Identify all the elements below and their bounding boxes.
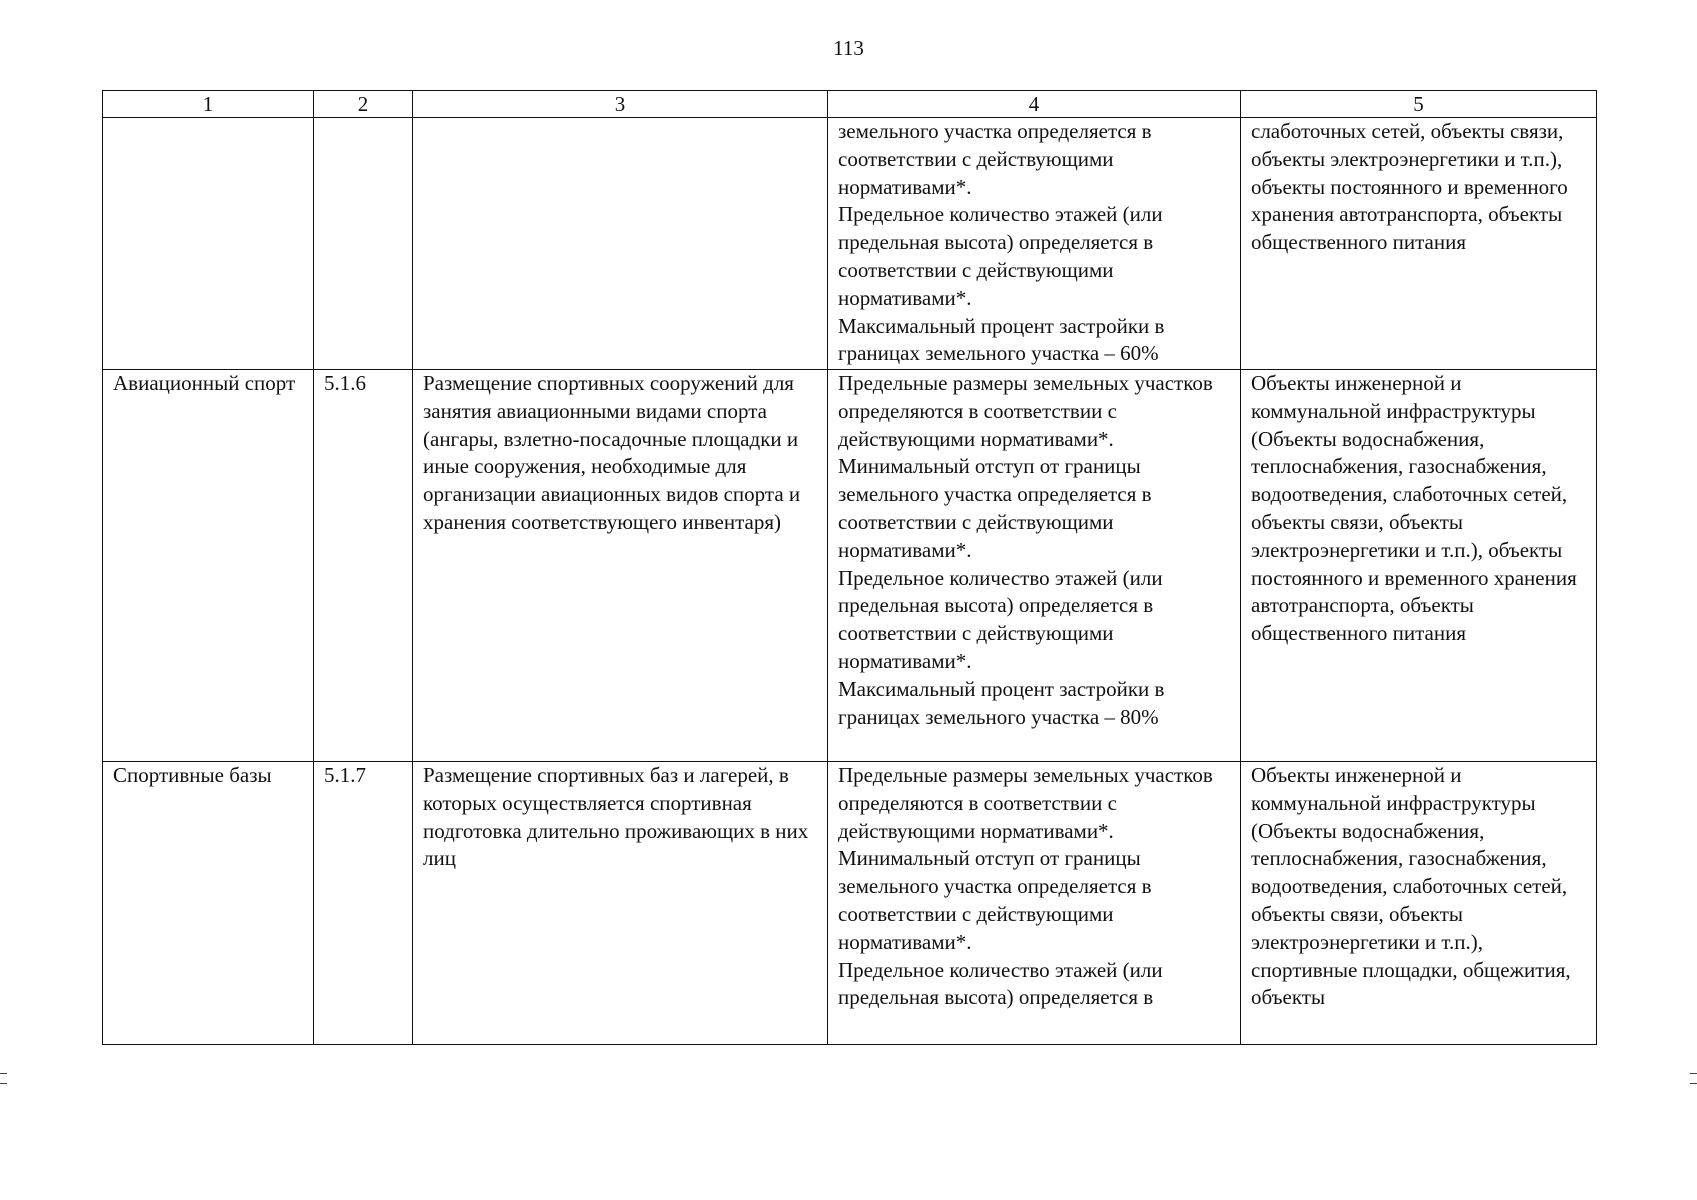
row-code-cell (314, 762, 413, 1045)
row-objects: Объекты инженерной и коммунальной инфраструктуры (Объекты водоснабжения, теплоснабжения, газоснабжения, водоотведения, слаботочных сетей, объекты связи, объекты электроэнергетики и т.п.), объекты постоянного и временного хранения автотранспорта, объекты общественного питания (1251, 371, 1577, 646)
row-description-cell (413, 118, 828, 370)
page-number: 113 (833, 36, 864, 60)
row-parameters: земельного участка определяется в соответствии с действующими нормативами*. Предельное количество этажей (или предельная высота) определяется в соответствии с действующими нормативами*. Максимальный процент застройки в границах земельного участка – 60% (838, 119, 1165, 366)
row-parameters-cell (828, 118, 1241, 370)
row-code: 5.1.6 (324, 371, 366, 395)
table-row (103, 762, 1597, 1045)
scan-margin-mark (0, 1083, 7, 1084)
row-description: Размещение спортивных сооружений для занятия авиационными видами спорта (ангары, взлетно-посадочные площадки и иные сооружения, необходимые для организации авиационных видов спорта и хранения соответствующего инвентаря) (423, 371, 801, 534)
scan-margin-mark (1690, 1083, 1697, 1084)
row-objects-cell (1241, 762, 1597, 1045)
header-col-4: 4 (828, 91, 1241, 118)
header-col-5: 5 (1241, 91, 1597, 118)
zoning-table (102, 90, 1597, 1045)
row-name: Авиационный спорт (113, 371, 296, 395)
row-code: 5.1.7 (324, 763, 366, 787)
row-name-cell (103, 118, 314, 370)
row-parameters-cell (828, 762, 1241, 1045)
row-description: Размещение спортивных баз и лагерей, в которых осуществляется спортивная подготовка длительно проживающих в них лиц (423, 763, 809, 871)
row-objects-cell (1241, 370, 1597, 762)
row-description-cell (413, 762, 828, 1045)
row-name: Спортивные базы (113, 763, 272, 787)
row-name-cell (103, 762, 314, 1045)
table-row (103, 118, 1597, 370)
row-parameters-cell (828, 370, 1241, 762)
header-col-2: 2 (314, 91, 413, 118)
table-row (103, 370, 1597, 762)
row-code-cell (314, 370, 413, 762)
row-objects: слаботочных сетей, объекты связи, объекты электроэнергетики и т.п.), объекты постоянного и временного хранения автотранспорта, объекты общественного питания (1251, 119, 1568, 255)
row-name-cell (103, 370, 314, 762)
row-description-cell (413, 370, 828, 762)
row-code-cell (314, 118, 413, 370)
header-row (103, 91, 1597, 118)
scan-margin-mark (1690, 1073, 1697, 1074)
row-objects: Объекты инженерной и коммунальной инфраструктуры (Объекты водоснабжения, теплоснабжения, газоснабжения, водоотведения, слаботочных сетей, объекты связи, объекты электроэнергетики и т.п.), спортивные площадки, общежития, объекты (1251, 763, 1571, 1010)
header-col-3: 3 (413, 91, 828, 118)
row-parameters: Предельные размеры земельных участков определяются в соответствии с действующими нормативами*. Минимальный отступ от границы земельного участка определяется в соответствии с действующими нормативами*. Предельное количество этажей (или предельная высота) определяется в соответствии с действующими нормативами*. Максимальный процент застройки в границах земельного участка – 80% (838, 371, 1213, 729)
row-parameters: Предельные размеры земельных участков определяются в соответствии с действующими нормативами*. Минимальный отступ от границы земельного участка определяется в соответствии с действующими нормативами*. Предельное количество этажей (или предельная высота) определяется в (838, 763, 1213, 1010)
row-objects-cell (1241, 118, 1597, 370)
scan-margin-mark (0, 1073, 7, 1074)
header-col-1: 1 (103, 91, 314, 118)
